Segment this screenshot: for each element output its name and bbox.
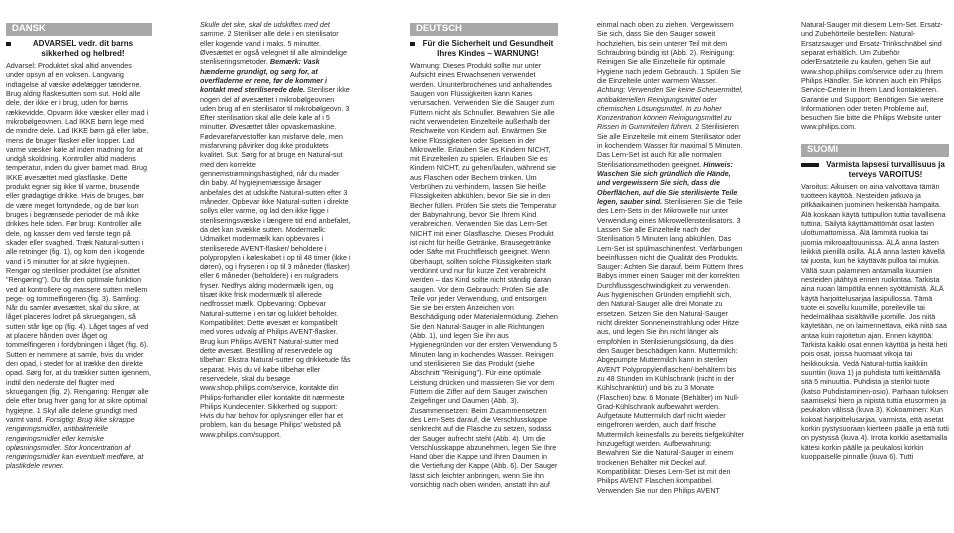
text-run: : Hvis du har behov for oplysninger eller har et problem, kan du besøge Philips' websted på <box>200 401 344 430</box>
italic-run: Bemærk: Vask hænderne grundigt, og sørg for, at overfladerne er rene, før de kommer i kontakt med steriliserede dele. <box>200 57 328 95</box>
column-3 <box>410 0 558 533</box>
text-run: einmal nach oben zu ziehen. Vergewissern Sie sich, dass Sie den Sauger soweit hochziehen, bis sein unterer Teil mit dem Schraubring bündig ist (Abb. 2). <box>597 20 734 57</box>
warning-header-deutsch <box>410 39 558 59</box>
bold-run: www.philips.com <box>801 122 855 132</box>
bold-run: Reinigung: <box>700 47 735 57</box>
text-run: Spülen Sie die Einzelteile unter warmem Wasser. <box>597 66 741 85</box>
column-1 <box>6 0 152 533</box>
bold-run: www.shop.philips.com/service <box>200 383 296 393</box>
bold-run: Ersatz- und Zubehörteile bestellen <box>801 20 943 39</box>
section-heading-suomi: SUOMI <box>801 144 949 157</box>
text-run: Tarkista kaikki osat ennen käyttöä ja heitä heti pois osat, joissa huomaat vikoja tai heikkouksia. Vedä Natural-tuttia kaikkiin suuntiin (kuva 1) ja puhdista tutti keittämällä sitä 5 minuuttia. Puhdista ja steriloi tuote (katso Puhdistaminen-osio). Parhaan tuloksen saamiseksi hiero ja nipistä tuttia etusormen ja peukalon välissä (kuva 3). <box>801 340 949 415</box>
text-run: . <box>279 429 282 439</box>
bold-run: Vor dem Gebrauch: <box>437 284 500 294</box>
text-run: : Når du samler øvesættet, skal du sikre, at låget placeres lodret på skruegangen, så sutten står lige op (fig. 4). Låget tages af ved at placere hånden over låget og tommelfingeren i fordybningen i låget (fig. 6). Sutten er nemmere at samle, hvis du vrider den opad, i stedet for at trække den direkte opad. Sørg for, at du trækker sutten igennem, indtil den nederste del flugter med skruegangen (fig. 2). <box>6 293 152 396</box>
text-run: : Ekstra Natural-sutter og drikketude fås separat. Hvis du vil købe tilbehør eller reservedele, skal du besøge <box>200 355 351 383</box>
bold-run: Før brug: <box>65 219 96 229</box>
bold-run: 1 <box>36 405 41 415</box>
text-run: Beim Zusammensetzen des Lern-Sets darauf, die Verschlusskappe senkrecht auf die Flasche zu setzen, sodass der Sauger aufrecht steht (Abb. 4). Um die Verschlusskappe abzunehmen, legen Sie Ihre Hand über die Kappe und Ihren Daumen in die Vertiefung der Kappe (Abb. 6). Der Sauger lässt sich leichter anbringen, wenn Sie ihn vorsichtig nach oben winden, anstatt ihn auf <box>410 405 558 490</box>
text-run: Efter sterilisation skal alle dele køle af i 5 minutter. Øvesættet tåler opvaskemaskine. Fødevarefarvestoffer kan misfarve dele, men misfarvning påvirker dog ikke produktets kvalitet. <box>200 113 343 160</box>
text-run: Reinigen Sie alle Einzelteile für optimale Hygiene nach jedem Gebrauch. <box>597 57 726 76</box>
text-run: : Kun kokoat harjoittelusarjaa, varmista, että asetat korkin pystysuoraan kierteen päälle ja että tutti on pystyssä (kuva 4). Irrota korkki asettamalla kätesi korkin päälle ja peukalosi korkin kuoppaiselle pinnalle (kuva 6). Tutti <box>801 405 949 461</box>
text-run: : Dieses Lern-Set ist mit den Philips AVENT Flaschen kompatibel. Verwenden Sie nur den Philips AVENT <box>597 467 731 495</box>
warning-title: Varmista lapsesi turvallisuus ja terveys VAROITUS! <box>826 159 945 179</box>
text-run: Produktet skal altid anvendes under opsyn af en voksen. Langvarig indtagelse af væske ødelægger tænderne. Brug aldrig flaskesutten som sut. Hold alle dele, der ikke er i brug, uden for børns rækkevidde. Opvarm ikke væsker eller mad i mikrobølgeovnen. Lad IKKE børn lege med de mindre dele. Lad IKKE børn gå eller løbe, mens de bruger flasker eller kopper. Lad varme væsker køle af inden madning for at undgå skoldning. Kontroller altid madens temperatur, inden du giver barnet mad. Brug IKKE øvesættet med glasflaske. Dette produkt egner sig ikke til varme, brusende eller grødagtige drikke. Hvis de bruges, bør de være meget fortyndede, og de bør kun bruges i begrænsede perioder ​​de må ikke drikkes hele tiden. <box>6 61 149 229</box>
column-2 <box>200 0 351 533</box>
text-run: Steriliser ikke nogen del af øvesættet i mikrobølgeovnen uden brug af en sterilisator til mikrobølgeovn. <box>200 85 350 113</box>
text-run: Lassen Sie alle Einzelteile nach der Sterilisation 5 Minuten lang abkühlen. Das Lern-Set ist spülmaschinenfest. Verfärbungen beeinflussen nicht die Qualität des Produkts. <box>597 224 743 262</box>
text-run: oder zu Ihrem Philips Händler. Sie können auch ein Philips Service-Center in Ihrem Land kontaktieren. <box>801 66 943 95</box>
bold-run: Sikkerhed og support <box>267 401 336 411</box>
bold-run: Bestilling af reservedele og tilbehør <box>200 345 333 365</box>
column-4 <box>597 0 744 533</box>
bold-run: Opbevaring <box>257 299 295 309</box>
bold-run: Kokoaminen <box>886 405 927 415</box>
body-text-dansk-2 <box>200 20 351 439</box>
bold-run: www.philips.com/support <box>200 429 280 439</box>
text-run: Steriliser alle dele i en sterilisator eller kogende vand i maks. 5 minutter. Øvesættet er også velegnet til alle almindelige steriliseringsmetoder. <box>200 29 348 67</box>
body-text-dansk-1 <box>6 61 152 471</box>
text-run: Dieses Produkt sollte nur unter Aufsicht eines Erwachsenen verwendet werden. Ununterbrochenes und anhaltendes Saugen von Flüssigkeiten kann Karies verursachen. Verwenden Sie die Sauger zum Füttern nicht als Schnuller. Bewahren Sie alle nicht verwendeten Einzelteile außerhalb der Reichweite von Kindern auf. Erwärmen Sie keine Flüssigkeiten oder Speisen in der Mikrowelle. Erlauben Sie es Kindern NICHT, mit Einzelteilen zu spielen. Erlauben Sie es Kindern NICHT, zu gehen/laufen, während sie aus Flaschen oder Bechern trinken. Um Verbrühen zu verhindern, lassen Sie heiße Flüssigkeiten abkühlen, bevor Sie sie in den Becher füllen. Prüfen Sie stets die Temperatur der Babynahrung, bevor Sie Ihrem Kind verabreichen. Verwenden Sie das Lern-Set NICHT mit einer Glasflasche. Dieses Produkt ist nicht für heiße Getränke, Brausegetränke oder Säfte mit Fruchtfleisch geeignet. Wenn überhaupt, sollten solche Flüssigkeiten stark verdünnt und nur für kurze Zeit verabreicht werden – das Kind sollte nicht ständig daran saugen. <box>410 61 557 294</box>
text-run: : Dette øvesæt er kompatibelt med vores udvalg af Philips AVENT-flasker. Brug kun Philips AVENT Natural-sutter med dette øvesæt. <box>200 318 339 355</box>
italic-run: Forsigtig: Brug ikke skrappe rengøringsmidler, antibakterielle rengøringsmidler eller kemiske opløsningsmidler. Stor koncentration af rengøringsmidler kan eventuelt medføre, at plastikdele revner. <box>6 414 144 471</box>
bold-run: Kompatibilität <box>597 467 641 476</box>
bold-run: Zusammensetzen: <box>410 405 470 415</box>
warning-title: ADVARSEL vedr. dit barns sikkerhed og helbred! <box>32 39 134 58</box>
text-run: Kontroller alle dele, og kasser dem ved første tegn på skader eller svaghed. Træk Natural-sutten i alle retninger (fig. 1), og kom den i kogende vand i 5 minutter for at sikre hygiejnen. Rengør og steriliser produktet (se afsnittet "Rengøring"). Du får den optimale funktion ved at kontrollere og massere sutten mellem pege- og tommelfingeren (fig. 3). <box>6 219 148 303</box>
bold-run: www.shop.philips.com/service <box>801 66 897 76</box>
bold-run: Advarsel: <box>6 61 36 70</box>
bold-run: Kompatibilitet <box>200 318 244 327</box>
italic-run: Hinweis: Waschen Sie sich gründlich die Hände, und vergewissern Sie sich, dass die Oberflächen, auf die Sie sterilisierte Teile legen, sauber sind. <box>597 159 738 206</box>
warning-title: Für die Sicherheit und Gesundheit Ihres Kindes – WARNUNG! <box>422 39 554 58</box>
section-heading-dansk: DANSK <box>6 23 152 36</box>
warning-bar-icon <box>410 42 415 46</box>
bold-run: 1 <box>700 66 705 76</box>
body-text-deutsch-3 <box>801 20 949 132</box>
body-text-suomi-1 <box>801 182 949 461</box>
bold-run: 2 <box>227 29 232 39</box>
body-text-deutsch-2 <box>597 20 744 495</box>
text-run: Skyl alle delene grundigt med varmt vand. <box>6 405 138 424</box>
section-heading-deutsch: DEUTSCH <box>410 23 558 36</box>
bold-run: 3 <box>345 103 350 113</box>
text-run: , kontakte din Philips-forhandler eller kontakte dit nærmeste Philips Kundecenter. <box>200 383 345 411</box>
text-run: Natural-Sauger mit diesem Lern-Set. <box>801 20 921 29</box>
text-run: : Achten Sie darauf, beim Füttern Ihres Babys immer einen Sauger mit der korrekten Durchflussgeschwindigkeit zu verwenden. Aus hygienischen Gründen empfiehlt sich, den Natural-Sauger alle drei Monate zu ersetzen. Setzen Sie den Natural-Sauger nicht direkter Sonneneinstrahlung oder Hitze aus, und legen Sie ihn nicht länger als empfohlen in Sterilisierungslösung, da dies den Sauger beschädigen kann. <box>597 262 744 355</box>
warning-bar-icon <box>6 42 11 46</box>
warning-header-suomi <box>801 160 949 180</box>
body-text-deutsch-1 <box>410 61 558 489</box>
column-5 <box>801 0 949 533</box>
text-run: Aikuisen on aina valvottava tämän tuotteen käyttöä. Nesteiden jatkuva ja pitkäaikainen juominen heikentää hampaita. Älä koskaan käytä tuttipullon tuttia tavallisena tuttina. Säilytä käyttämättömät osat lasten ulottumattomissa. Älä lämmitä ruokia tai juomia mikroaaltouunissa. ÄLÄ anna lasten leikkiä pienillä osilla. ÄLÄ anna lasten kävellä tai juosta, kun he käyttävät pulloa tai mukia. Vältä suun palaminen antamalla kuumien nesteiden jäähtyä ennen ruokintaa. Tarkista aina ruoan lämpötila ennen syöttämistä. ÄLÄ käytä harjoittelusarjaa lasipullossa. Tämä tuote ei sovellu kuumille, poreileville tai hedelmälihaa sisältäville juomille. Jos niitä käytetään, ne on laimennettava, eikä niitä saa antaa kuin rajoitetun ajan. <box>801 181 947 340</box>
bold-run: Modermælk <box>285 224 324 234</box>
text-run: Sterilisieren Sie alle Einzelteile mit einem Sterilisator oder in kochendem Wasser für maximal 5 Minuten. Das Lern-Set ist auch für alle normalen Sterilisationsmethoden geeignet. <box>597 122 743 169</box>
italic-run: Skulle det ske, skal de udskiftes med det samme. <box>200 20 330 39</box>
bold-run: Sauger <box>597 262 621 272</box>
bold-run: Samling <box>112 293 139 303</box>
bold-run: Muttermilch <box>698 345 736 355</box>
text-run: : Natural-Ersatzsauger und Ersatz-Trinkschnäbel sind separat erhältlich. Um Zubehör oderErsatzteile zu kaufen, gehen Sie auf <box>801 29 942 67</box>
bold-run: Varoitus: <box>801 181 829 191</box>
warning-header-dansk <box>6 39 152 59</box>
text-run: : Opbevar Natural-sutterne i en tør og lukket beholder. <box>200 299 339 318</box>
italic-run: Achtung: Verwenden Sie keine Scheuermittel, antibakteriellen Reinigungsmittel oder chemischen Lösungsmittel. In zu hoher Konzentration können Reinigungsmittel zu Rissen in Gummiteilen führen. <box>597 85 743 132</box>
text-run: : Abgepumpte Muttermilch kann in sterilen AVENT Polypropylenflaschen/-behältern bis zu 48 Stunden im Kühlschrank (nicht in der Kühlschranktür) und bis zu 3 Monate (Flaschen) bzw. 6 Monate (Behälter) im Null-Grad-Kühlschrank aufbewahrt werden. Aufgetaute Muttermilch darf nicht wieder eingefroren werden, auch darf frische Muttermilch keinesfalls zu bereits tiefgekühlter hinzugefügt werden. <box>597 345 744 449</box>
bold-run: Ennen käyttöä: <box>885 330 934 340</box>
text-run: Rengør alle dele efter brug hver gang for at sikre optimal hygiejne. <box>6 386 149 415</box>
text-run: : Bewahren Sie die Natural-Sauger in einem trockenen Behälter mit Deckel auf. <box>597 439 734 467</box>
bold-run: 3 <box>736 215 741 225</box>
bold-run: 2 <box>695 122 700 132</box>
text-run: Prüfen Sie alle Teile vor jeder Verwendung, und entsorgen Sie sie bei ersten Anzeichen von Beschädigung oder Materialermüdung. Ziehen Sie den Natural-Sauger in alle Richtungen (Abb. 1), und legen Sie ihn aus Hygienegründen vor der ersten Verwendung 5 Minuten lang in kochendes Wasser. Reinigen und sterilisieren Sie das Produkt (siehe Abschnitt "Reinigung"). Für eine optimale Leistung drücken und massieren Sie vor dem Füttern die Ziffer auf dem Sauger zwischen Zeigefinger und Daumen (Abb. 3). <box>410 284 558 406</box>
bold-run: Garantie und Support <box>801 94 870 104</box>
bold-run: Warnung: <box>410 61 441 70</box>
text-run: : Benötigen Sie weitere Informationen oder treten Probleme auf, besuchen Sie bitte die Philips Website unter <box>801 94 944 123</box>
bold-run: Sut: <box>226 150 240 160</box>
bold-run: Rengøring: <box>73 386 110 396</box>
text-run: : Udmalket modermælk kan opbevares i steriliserede AVENT-flasker/ beholdere i polypropylen i køleskabet i op til 48 timer (ikke i døren), og i fryseren i op til 3 måneder (flasker) eller 6 måneder (beholdere) i en nulgraders fryser. Nedfrys aldrig modermælk igen, og tilsæt ikke frisk modermælk til allerede nedfrosset mælk. <box>200 224 351 309</box>
warning-bar-icon <box>801 163 819 167</box>
text-run: Sørg for at bruge en Natural-sut med den korrekte gennemstrømningshastighed, når du mader din baby. Af hygiejnemæssige årsager anbefales det at udskifte Natural-sutten efter 3 måneder. Opbevar ikke Natural-sutten i direkte sollys eller varme, og lad den ikke ligge i steriliseringsvæske i længere tid end anbefalet, da det kan svække sutten. <box>200 150 351 234</box>
text-run: . <box>854 122 857 132</box>
text-run: Sterilisieren Sie die Teile des Lern-Sets in der Mikrowelle nur unter Verwendung eines Mikrowellensterilisators. <box>597 196 743 225</box>
bold-run: Aufbewahrung <box>663 439 710 449</box>
